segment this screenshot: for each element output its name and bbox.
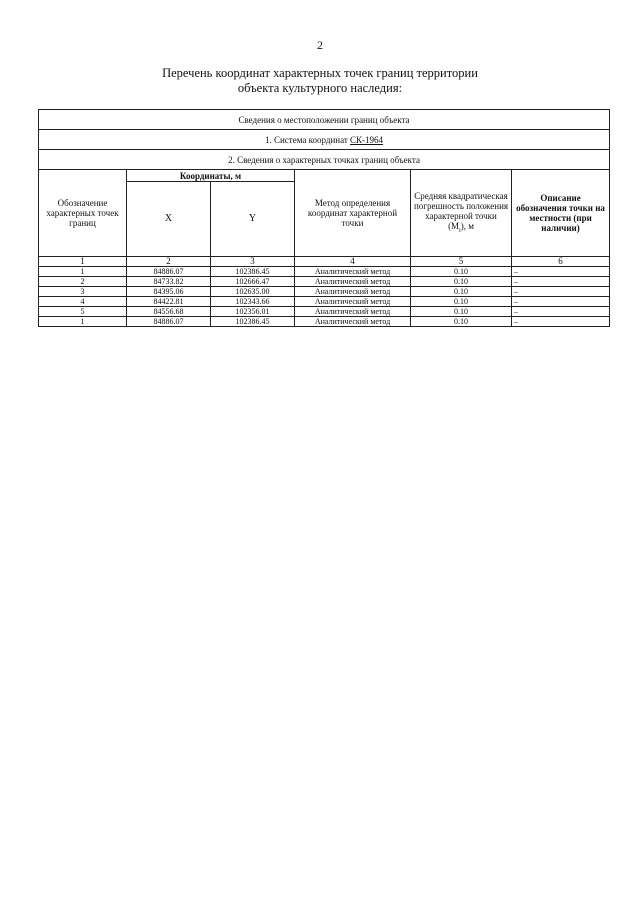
header-point-designation: Обозначение характерных точек границ — [39, 170, 127, 257]
header-accuracy-unit: ), м — [460, 220, 474, 231]
table-row — [39, 267, 610, 277]
cell-description: – — [512, 297, 610, 307]
cell-x: 84733.82 — [127, 277, 211, 287]
cell-method: Аналитический метод — [295, 267, 411, 277]
cell-y: 102343.66 — [211, 297, 295, 307]
cell-y: 102635.00 — [211, 287, 295, 297]
cell-method: Аналитический метод — [295, 317, 411, 327]
column-number: 1 — [39, 257, 127, 267]
cell-point: 4 — [39, 297, 127, 307]
document-title-line-1: Перечень координат характерных точек границ территории — [162, 66, 478, 80]
page-number: 2 — [317, 38, 323, 52]
document-title — [100, 66, 540, 96]
column-number: 3 — [211, 257, 295, 267]
cell-point: 1 — [39, 317, 127, 327]
cell-method: Аналитический метод — [295, 277, 411, 287]
cell-point: 1 — [39, 267, 127, 277]
cell-description: – — [512, 317, 610, 327]
header-method: Метод определения координат характерной точки — [295, 170, 411, 257]
table-row — [39, 297, 610, 307]
document-title-line-2: объекта культурного наследия: — [237, 81, 403, 95]
cell-accuracy: 0.10 — [411, 307, 512, 317]
column-number: 4 — [295, 257, 411, 267]
points-info-title: 2. Сведения о характерных точках границ объекта — [39, 150, 610, 170]
cell-accuracy: 0.10 — [411, 267, 512, 277]
cell-accuracy: 0.10 — [411, 317, 512, 327]
cell-x: 84556.68 — [127, 307, 211, 317]
cell-x: 84886.07 — [127, 317, 211, 327]
cell-description: – — [512, 277, 610, 287]
coordinate-system — [39, 130, 610, 150]
cell-y: 102386.45 — [211, 317, 295, 327]
cell-x: 84422.81 — [127, 297, 211, 307]
cell-description: – — [512, 287, 610, 297]
cell-accuracy: 0.10 — [411, 287, 512, 297]
cell-method: Аналитический метод — [295, 287, 411, 297]
cell-description: – — [512, 307, 610, 317]
column-number: 2 — [127, 257, 211, 267]
header-x: X — [127, 182, 211, 257]
cell-accuracy: 0.10 — [411, 297, 512, 307]
table-row — [39, 317, 610, 327]
cell-point: 2 — [39, 277, 127, 287]
cell-x: 84886.07 — [127, 267, 211, 277]
table-row — [39, 307, 610, 317]
cell-y: 102666.47 — [211, 277, 295, 287]
table-row — [39, 287, 610, 297]
header-accuracy-text: Средняя квадратическая погрешность положения характерной точки — [413, 190, 509, 221]
column-number: 5 — [411, 257, 512, 267]
header-accuracy-symbol: (M — [448, 220, 460, 231]
section-title: Сведения о местоположении границ объекта — [39, 110, 610, 130]
header-y: Y — [211, 182, 295, 257]
cell-method: Аналитический метод — [295, 307, 411, 317]
cell-point: 3 — [39, 287, 127, 297]
header-accuracy-subscript: t — [459, 227, 461, 234]
header-coordinates: Координаты, м — [127, 170, 295, 182]
column-numbers-row — [39, 257, 610, 267]
table-row — [39, 277, 610, 287]
coordinate-system-label: 1. Система координат — [264, 134, 351, 145]
cell-accuracy: 0.10 — [411, 277, 512, 287]
cell-method: Аналитический метод — [295, 297, 411, 307]
coordinate-system-name: СК-1964 — [350, 134, 384, 145]
cell-description: – — [512, 267, 610, 277]
header-description: Описание обозначения точки на местности (при наличии) — [512, 170, 610, 257]
cell-x: 84395.06 — [127, 287, 211, 297]
cell-point: 5 — [39, 307, 127, 317]
column-number: 6 — [512, 257, 610, 267]
cell-y: 102386.45 — [211, 267, 295, 277]
header-accuracy — [411, 170, 512, 257]
coordinates-table — [38, 109, 610, 327]
cell-y: 102356.01 — [211, 307, 295, 317]
